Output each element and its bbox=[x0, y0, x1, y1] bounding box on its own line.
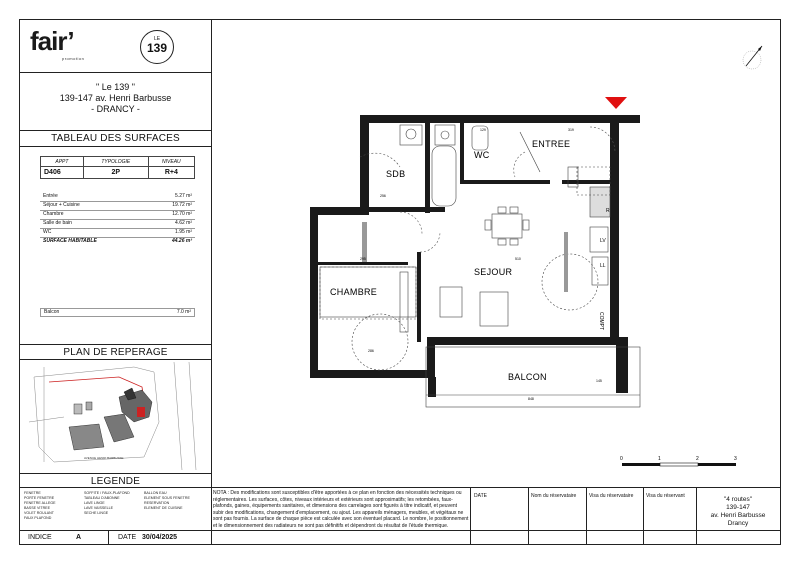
dim-label: 510 bbox=[515, 257, 521, 261]
dim-label: 145 bbox=[596, 379, 602, 383]
room-label-sdb: SDB bbox=[386, 169, 406, 179]
legend-item: ELEMENT DE CUISINE bbox=[144, 506, 183, 510]
indice-label: INDICE bbox=[28, 534, 52, 541]
row-label: Chambre bbox=[43, 211, 64, 217]
badge-le: LE bbox=[153, 36, 161, 42]
sdb-fixtures bbox=[360, 125, 456, 206]
dim-label: 319 bbox=[568, 128, 574, 132]
divider bbox=[586, 487, 587, 545]
address-line: 139-147 av. Henri Barbusse bbox=[59, 93, 172, 103]
bed bbox=[320, 267, 416, 370]
signature-reservataire-header: Nom du réservataire bbox=[531, 493, 577, 499]
col-header-niveau: NIVEAU bbox=[148, 157, 194, 167]
divider bbox=[528, 487, 529, 545]
room-label-sejour: SEJOUR bbox=[474, 267, 513, 277]
row-label: Séjour + Cuisine bbox=[43, 202, 80, 208]
divider bbox=[19, 359, 212, 360]
north-arrow-icon bbox=[738, 40, 772, 74]
col-header-typologie: TYPOLOGIE bbox=[83, 157, 148, 167]
dim-label: 295 bbox=[360, 257, 366, 261]
legend-item: BASSE VITREE bbox=[24, 506, 50, 510]
surface-total-row bbox=[40, 238, 195, 246]
brand-tagline: promotion bbox=[62, 56, 85, 61]
balcon-row bbox=[40, 308, 195, 317]
divider bbox=[108, 530, 109, 545]
divider bbox=[19, 146, 212, 147]
brand-logo: fair’ bbox=[30, 26, 74, 56]
street-label: AVENUE HENRI BARBUSSE bbox=[84, 456, 124, 460]
badge-number: 139 bbox=[146, 41, 168, 55]
row-value: 12.70 m² bbox=[172, 211, 192, 217]
scale-tick: 2 bbox=[696, 456, 699, 462]
row-value: 44.26 m² bbox=[171, 238, 192, 244]
footer-line: 139-147 bbox=[726, 504, 750, 511]
room-label-balcon: BALCON bbox=[508, 372, 547, 382]
dining-table bbox=[440, 207, 598, 326]
surfaces-header-table bbox=[40, 156, 195, 179]
date-value: 30/04/2025 bbox=[142, 534, 178, 541]
surface-row bbox=[40, 211, 195, 220]
legend-item: FENETRE bbox=[24, 491, 41, 495]
dim-label: 256 bbox=[380, 194, 386, 198]
project-badge bbox=[140, 30, 174, 64]
footer-line: av. Henri Barbusse bbox=[710, 512, 766, 519]
address-line: " Le 139 " bbox=[96, 82, 135, 92]
label-lv: LV bbox=[600, 238, 606, 244]
row-value: 19.72 m² bbox=[172, 202, 192, 208]
signature-visa-reservant-header: Visa du réservant bbox=[646, 493, 685, 499]
legend-item: FENETRE ALLEGE bbox=[24, 501, 56, 505]
legend-item: SECHE LINGE bbox=[84, 511, 109, 515]
scale-bar bbox=[618, 455, 742, 471]
legend-item: PORTE FENETRE bbox=[24, 496, 55, 500]
legend-item: LAVE LINGE bbox=[84, 501, 105, 505]
project-address bbox=[19, 82, 212, 115]
wall-hatch bbox=[362, 222, 568, 292]
reperage-title: PLAN DE REPERAGE bbox=[63, 347, 168, 358]
typologie-value: 2P bbox=[83, 167, 148, 179]
legend-item: TABLEAU D'ABONNE bbox=[84, 496, 120, 500]
dim-label: 129 bbox=[480, 128, 486, 132]
legend-item: BALLON EAU bbox=[144, 491, 167, 495]
legal-note: NOTA : Des modifications sont susceptibles d'être apportées à ce plan en fonction des nécessités techniques ou réglementaires. Les surfaces, côtes, niveaux intérieurs et extérieurs sont approximatifs; les retombées, faux-plafonds, gaines, équipements sanitaires, et dimensions des carrelages sont figurés à titre indicatif, et peuvent subir des modifications, changement d'emplacement, ou ajout. Les appareils ménagers, meubles, et végétaux ne sont pas fournis. La surface de chaque pièce est calculée avec son éventuel placard. Le nombre, le positionnement et le dimensionnement des radiateurs ne sont pas définitifs et dépendront du résultat de l'étude thermique. bbox=[213, 490, 469, 529]
row-label: Entrée bbox=[43, 193, 58, 199]
surfaces-list bbox=[40, 193, 195, 246]
dim-label: 286 bbox=[368, 349, 374, 353]
room-label-entree: ENTREE bbox=[532, 139, 571, 149]
scale-tick: 1 bbox=[658, 456, 661, 462]
surface-row bbox=[40, 193, 195, 202]
indice-value: A bbox=[76, 534, 82, 541]
entry-marker-icon bbox=[605, 97, 627, 111]
legend-grid bbox=[24, 491, 209, 521]
legend-item: VOLET ROULANT bbox=[24, 511, 54, 515]
divider bbox=[19, 72, 212, 73]
niveau-value: R+4 bbox=[148, 167, 194, 179]
signature-date-header: DATE bbox=[474, 493, 487, 499]
surfaces-title: TABLEAU DES SURFACES bbox=[51, 133, 180, 144]
legend-item: FAUX PLAFOND bbox=[24, 516, 52, 520]
scale-tick: 0 bbox=[620, 456, 623, 462]
divider bbox=[19, 530, 781, 531]
row-label: WC bbox=[43, 229, 52, 235]
balcon-value: 7.0 m² bbox=[176, 309, 191, 315]
site-map bbox=[24, 362, 208, 470]
divider bbox=[19, 130, 212, 131]
surface-row bbox=[40, 202, 195, 211]
balcon-label: Balcon bbox=[44, 309, 60, 315]
col-header-appt: APPT bbox=[41, 157, 84, 167]
row-label: Salle de bain bbox=[43, 220, 72, 226]
project-footer bbox=[696, 496, 780, 528]
legend-title: LEGENDE bbox=[90, 476, 141, 487]
dim-label: 848 bbox=[528, 397, 534, 401]
divider bbox=[470, 487, 471, 545]
row-value: 1.95 m² bbox=[175, 229, 192, 235]
signature-visa-reservataire-header: Visa du réservataire bbox=[589, 493, 634, 499]
room-label-wc: WC bbox=[474, 150, 490, 160]
row-value: 5.27 m² bbox=[175, 193, 192, 199]
label-ll: LL bbox=[600, 263, 606, 269]
row-label: SURFACE HABITABLE bbox=[43, 238, 97, 244]
footer-line: "4 routes" bbox=[723, 496, 753, 503]
date-label: DATE bbox=[118, 534, 137, 541]
room-label-chambre: CHAMBRE bbox=[330, 287, 378, 297]
apartment-location-marker bbox=[137, 407, 145, 417]
address-line: - DRANCY - bbox=[91, 104, 140, 114]
row-value: 4.62 m² bbox=[175, 220, 192, 226]
floor-plan bbox=[300, 112, 645, 417]
label-r: R bbox=[606, 208, 610, 214]
footer-line: Drancy bbox=[727, 520, 749, 527]
wc-fixtures bbox=[472, 126, 540, 172]
divider bbox=[19, 473, 212, 474]
divider bbox=[19, 487, 212, 488]
surface-row bbox=[40, 220, 195, 229]
legend-item: RESERVATION bbox=[144, 501, 170, 505]
divider bbox=[643, 487, 644, 545]
legend-item: ELEMENT SOUS FENETRE bbox=[144, 496, 190, 500]
label-compt: COMPT bbox=[598, 312, 604, 331]
legend-item: SOFFITE / FAUX-PLAFOND bbox=[84, 491, 130, 495]
divider bbox=[19, 344, 212, 345]
appt-value: D406 bbox=[41, 167, 84, 179]
legend-item: LAVE VAISSELLE bbox=[84, 506, 114, 510]
scale-tick: 3 bbox=[734, 456, 737, 462]
surface-row bbox=[40, 229, 195, 238]
